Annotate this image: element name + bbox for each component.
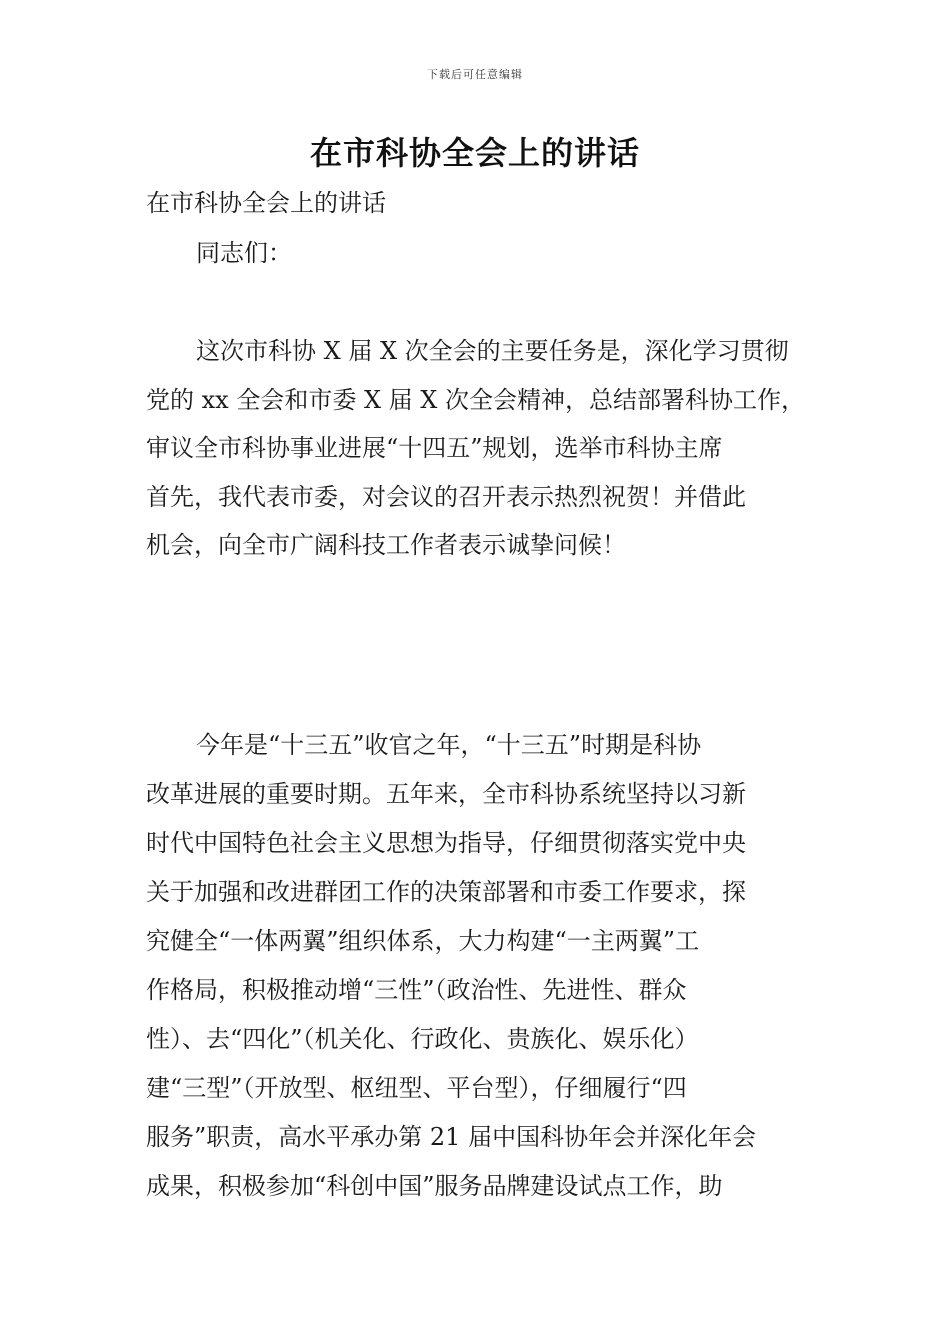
paragraph-line: 机会，向全市广阔科技工作者表示诚挚问候！ [146,531,626,559]
paragraph-line: 改革进展的重要时期。五年来，全市科协系统坚持以习新 [146,780,746,808]
paragraph-line: 党的 xx 全会和市委 X 届 X 次全会精神，总结部署科协工作， [146,385,806,414]
paragraph-line: 建“三型”（开放型、枢纽型、平台型），仔细履行“四 [146,1074,687,1102]
paragraph-line: 这次市科协 X 届 X 次全会的主要任务是，深化学习贯彻 [196,337,789,365]
paragraph-line: 首先，我代表市委，对会议的召开表示热烈祝贺！并借此 [146,482,746,511]
paragraph-line: 究健全“一体两翼”组织体系，大力构建“一主两翼”工 [146,927,700,955]
paragraph-review [146,721,816,1211]
paragraph-line: 审议全市科协事业进展“十四五”规划，选举市科协主席 [146,434,723,462]
paragraph-opening [146,327,816,570]
paragraph-line: 服务”职责，高水平承办第 21 届中国科协年会并深化年会 [146,1123,757,1151]
document-title: 在市科协全会上的讲话 [309,134,640,172]
paragraph-line: 时代中国特色社会主义思想为指导，仔细贯彻落实党中央 [146,829,746,857]
paragraph-line: 作格局，积极推动增“三性”（政治性、先进性、群众 [146,976,687,1004]
paragraph-line: 性）、去“四化”（机关化、行政化、贵族化、娱乐化） [146,1025,699,1053]
header-note: 下载后可任意编辑 [427,68,523,81]
paragraph-line: 关于加强和改进群团工作的决策部署和市委工作要求，探 [146,878,746,906]
salutation: 同志们： [196,239,292,267]
paragraph-line: 今年是“十三五”收官之年，“十三五”时期是科协 [196,731,702,759]
paragraph-line: 成果，积极参加“科创中国”服务品牌建设试点工作，助 [146,1172,723,1200]
document-subtitle: 在市科协全会上的讲话 [146,189,386,217]
